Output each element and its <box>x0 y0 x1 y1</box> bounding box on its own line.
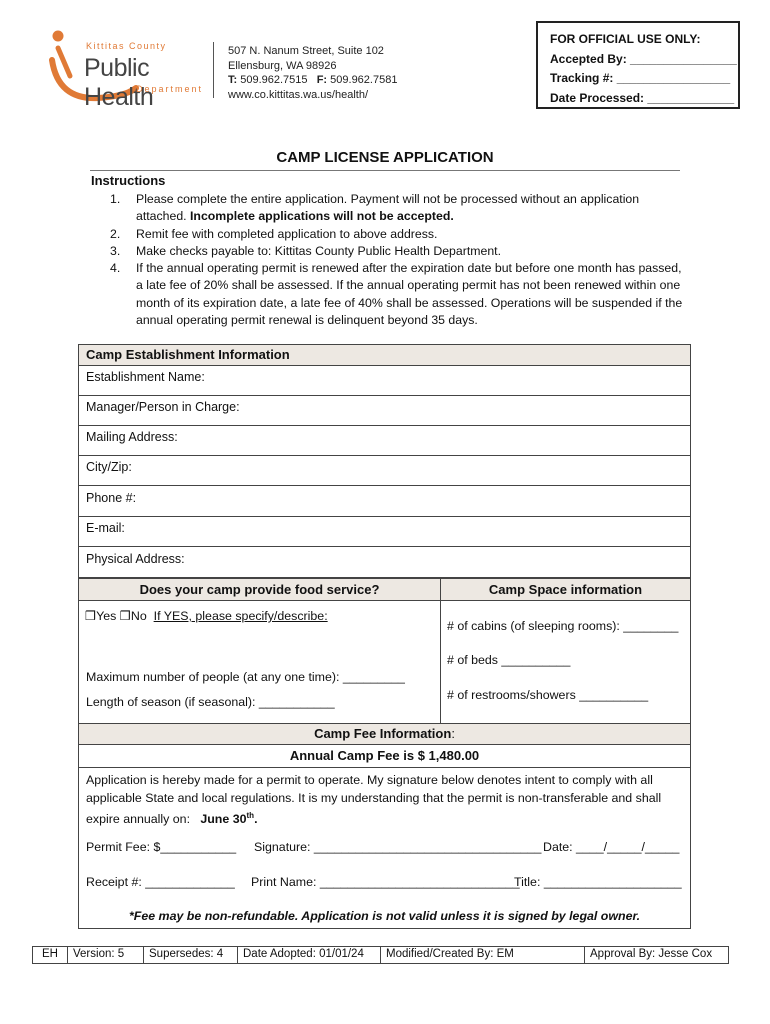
food-yes-no <box>85 608 328 623</box>
instruction-item: 4. If the annual operating permit is renewed after the expiration date but before one month has passed, a late fee of 20% shall be assessed. If the annual operating permit has not been renewed within one month of its expiration date, a late fee of 40% shall be assessed. Operations will be suspended if the annual operating permit renewal is delinquent beyond 35 days. <box>110 261 683 328</box>
physical-address-field[interactable]: Physical Address: <box>78 547 691 578</box>
no-label: No <box>130 609 147 623</box>
official-date-processed[interactable]: Date Processed: _____________ <box>550 90 735 105</box>
address-city: Ellensburg, WA 98926 <box>228 59 337 72</box>
fee-heading: Camp Fee Information: <box>78 723 691 745</box>
camp-space-heading: Camp Space information <box>440 578 691 601</box>
footer-cell: Approval By: Jesse Cox <box>584 946 729 964</box>
food-service-section <box>78 600 441 724</box>
official-title: FOR OFFICIAL USE ONLY: <box>550 32 701 46</box>
instruction-item: 3. Make checks payable to: Kittitas County Public Health Department. <box>110 243 501 258</box>
fee-statement: Application is hereby made for a permit to operate. My signature below denotes intent to comply with all applicable State and local regulations. It is my understanding that the permit is non-transferable and shall expire annually on: June 30th. <box>86 773 662 827</box>
season-length-field[interactable]: Length of season (if seasonal): ___________ <box>86 695 335 709</box>
footer-cell: EH <box>32 946 68 964</box>
instructions-list <box>110 191 690 329</box>
kcph-logo <box>48 28 208 111</box>
restrooms-field[interactable]: # of restrooms/showers __________ <box>447 688 649 702</box>
establishment-name-field[interactable]: Establishment Name: <box>78 365 691 396</box>
beds-field[interactable]: # of beds __________ <box>447 653 571 667</box>
fee-section <box>78 767 691 929</box>
document-footer <box>32 946 728 964</box>
manager-field[interactable]: Manager/Person in Charge: <box>78 395 691 426</box>
signature-field[interactable]: Signature: _________________________________ <box>254 840 542 854</box>
yes-label: Yes <box>96 609 117 623</box>
print-name-field[interactable]: Print Name: _____________________________ <box>251 875 520 889</box>
instruction-item: 1. Please complete the entire application. Payment will not be processed without an application attached. Incomplete applications will not be accepted. <box>110 192 640 224</box>
food-specify-label: If YES, please specify/describe: <box>153 609 328 623</box>
footer-cell: Supersedes: 4 <box>143 946 238 964</box>
address-website[interactable]: www.co.kittitas.wa.us/health/ <box>228 88 369 101</box>
footer-cell: Modified/Created By: EM <box>380 946 585 964</box>
instruction-item: 2. Remit fee with completed application to above address. <box>110 226 438 241</box>
header-divider <box>213 42 214 98</box>
address-phones: T: 509.962.7515 F: 509.962.7581 <box>228 74 398 86</box>
cabins-field[interactable]: # of cabins (of sleeping rooms): ________ <box>447 619 679 633</box>
no-checkbox-icon[interactable]: ❒ <box>119 609 131 623</box>
annual-fee: Annual Camp Fee is $ 1,480.00 <box>78 744 691 768</box>
footer-cell: Date Adopted: 01/01/24 <box>237 946 381 964</box>
logo-department: Department <box>136 84 204 94</box>
establishment-heading: Camp Establishment Information <box>78 344 691 366</box>
max-people-field[interactable]: Maximum number of people (at any one time): _________ <box>86 670 405 684</box>
agency-address <box>228 44 397 102</box>
mailing-address-field[interactable]: Mailing Address: <box>78 425 691 456</box>
official-use-box <box>536 21 740 109</box>
instructions-heading: Instructions <box>91 173 166 188</box>
official-accepted-by[interactable]: Accepted By: ________________ <box>550 51 737 66</box>
logo-county: Kittitas County <box>86 41 167 51</box>
permit-fee-field[interactable]: Permit Fee: $___________ <box>86 840 237 854</box>
camp-space-section <box>440 600 691 724</box>
official-tracking[interactable]: Tracking #: _________________ <box>550 71 731 85</box>
fee-disclaimer: *Fee may be non-refundable. Application is not valid unless it is signed by legal owner. <box>128 909 641 923</box>
date-field[interactable]: Date: ____/_____/_____ <box>543 840 680 854</box>
logo-name: Public Health <box>84 54 154 111</box>
title-rule <box>90 170 680 171</box>
city-zip-field[interactable]: City/Zip: <box>78 455 691 486</box>
food-service-heading: Does your camp provide food service? <box>78 578 441 601</box>
receipt-field[interactable]: Receipt #: _____________ <box>86 875 235 889</box>
title-field[interactable]: Title: ____________________ <box>514 875 682 889</box>
phone-field[interactable]: Phone #: <box>78 486 691 517</box>
footer-cell: Version: 5 <box>67 946 144 964</box>
address-street: 507 N. Nanum Street, Suite 102 <box>228 45 384 57</box>
page-title: CAMP LICENSE APPLICATION <box>276 149 494 166</box>
email-field[interactable]: E-mail: <box>78 516 691 547</box>
yes-checkbox-icon[interactable]: ❒ <box>85 609 97 623</box>
